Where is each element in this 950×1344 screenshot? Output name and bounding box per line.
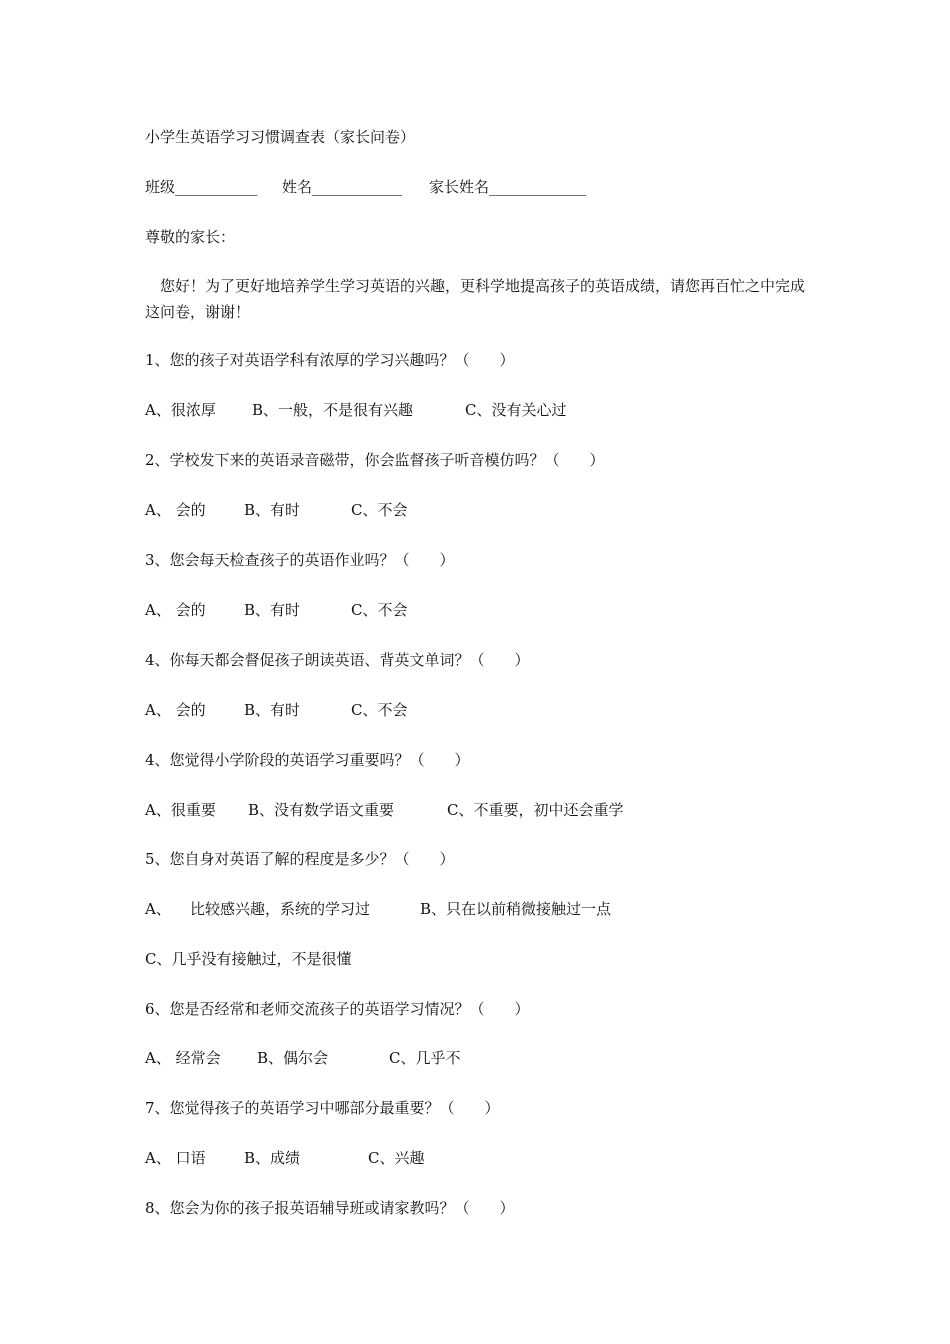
option-b: B、有时 xyxy=(244,601,301,619)
option-b: B、一般，不是很有兴趣 xyxy=(252,401,414,419)
question-4-options xyxy=(145,700,665,720)
question-3-options xyxy=(145,600,665,620)
intro-paragraph: 您好！为了更好地培养学生学习英语的兴趣，更科学地提高孩子的英语成绩，请您再百忙之中完成这问卷，谢谢！ xyxy=(145,277,806,321)
question-5-option-c: C、几乎没有接触过，不是很懂 xyxy=(145,950,352,968)
option-c: C、不会 xyxy=(351,601,408,619)
question-4b: 4、您觉得小学阶段的英语学习重要吗？（ ） xyxy=(145,751,470,769)
class-field: 班级___________ xyxy=(145,178,258,196)
question-6: 6、您是否经常和老师交流孩子的英语学习情况？（ ） xyxy=(145,1000,530,1018)
option-c: C、不会 xyxy=(351,501,408,519)
question-4b-options xyxy=(145,800,705,820)
question-5-options xyxy=(145,899,705,919)
question-1-options xyxy=(145,400,665,420)
question-3: 3、您会每天检查孩子的英语作业吗？（ ） xyxy=(145,551,455,569)
question-2: 2、学校发下来的英语录音磁带，你会监督孩子听音模仿吗？（ ） xyxy=(145,451,605,469)
question-8: 8、您会为你的孩子报英语辅导班或请家教吗？（ ） xyxy=(145,1199,515,1217)
option-a: A、 会的 xyxy=(145,601,206,619)
option-c: C、几乎不 xyxy=(389,1049,461,1067)
question-5: 5、您自身对英语了解的程度是多少？（ ） xyxy=(145,850,455,868)
option-b: B、偶尔会 xyxy=(257,1049,329,1067)
question-7: 7、您觉得孩子的英语学习中哪部分最重要？（ ） xyxy=(145,1099,500,1117)
option-c: C、兴趣 xyxy=(368,1149,425,1167)
option-b: B、只在以前稍微接触过一点 xyxy=(420,900,612,918)
option-c: C、没有关心过 xyxy=(465,401,567,419)
student-name-field: 姓名____________ xyxy=(282,178,403,196)
info-fields-row xyxy=(145,177,665,197)
question-1: 1、您的孩子对英语学科有浓厚的学习兴趣吗？（ ） xyxy=(145,351,515,369)
option-a: A、很重要 xyxy=(145,801,216,819)
option-b: B、成绩 xyxy=(244,1149,301,1167)
option-b: B、没有数学语文重要 xyxy=(248,801,395,819)
question-4: 4、你每天都会督促孩子朗读英语、背英文单词？（ ） xyxy=(145,651,530,669)
option-c: C、不会 xyxy=(351,701,408,719)
option-a: A、很浓厚 xyxy=(145,401,216,419)
parent-name-field: 家长姓名_____________ xyxy=(429,178,587,196)
option-a: A、 口语 xyxy=(145,1149,206,1167)
question-6-options xyxy=(145,1048,665,1068)
greeting: 尊敬的家长： xyxy=(145,228,236,246)
document-title: 小学生英语学习习惯调查表（家长问卷） xyxy=(145,128,416,146)
option-a: A、 经常会 xyxy=(145,1049,221,1067)
option-a: A、 会的 xyxy=(145,501,206,519)
option-a: A、 xyxy=(145,900,171,918)
option-a-text: 比较感兴趣，系统的学习过 xyxy=(190,900,371,918)
option-c: C、不重要，初中还会重学 xyxy=(447,801,624,819)
question-2-options xyxy=(145,500,665,520)
option-b: B、有时 xyxy=(244,501,301,519)
option-b: B、有时 xyxy=(244,701,301,719)
question-7-options xyxy=(145,1148,665,1168)
option-a: A、 会的 xyxy=(145,701,206,719)
